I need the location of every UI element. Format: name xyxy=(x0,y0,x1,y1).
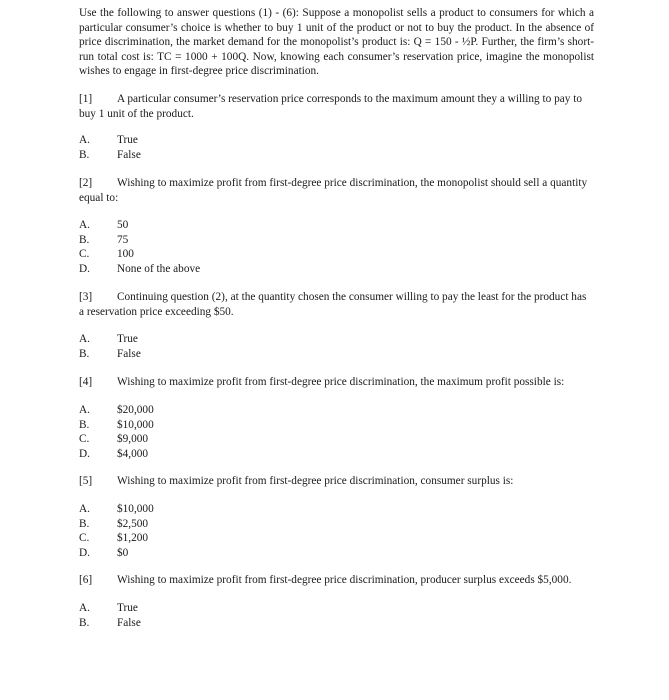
question-5 xyxy=(79,474,594,489)
question-5-options xyxy=(79,502,479,560)
option-text: None of the above xyxy=(117,262,201,275)
question-number: [3] xyxy=(79,291,93,303)
option-a xyxy=(79,218,479,233)
question-6 xyxy=(79,573,594,588)
option-d xyxy=(79,447,479,462)
question-text: Wishing to maximize profit from first-degree price discrimination, consumer surplus is: xyxy=(117,475,514,487)
option-text: $0 xyxy=(117,546,129,559)
option-a xyxy=(79,502,479,517)
question-text: Wishing to maximize profit from first-degree price discrimination, producer surplus exceeds $5,000. xyxy=(117,574,572,586)
question-number: [6] xyxy=(79,574,93,586)
intro-paragraph: Use the following to answer questions (1) - (6): Suppose a monopolist sells a product to consumers for which a particular consumer’s choice is whether to buy 1 unit of the product or not to buy the product. In the absence of price discrimination, the market demand for the monopolist’s product is: Q = 150 - ½P. Further, the firm’s short-run total cost is: TC = 1000 + 100Q. Now, knowing each consumer’s reservation price, imagine the monopolist wishes to engage in first-degree price discrimination. xyxy=(79,7,594,78)
question-text: Wishing to maximize profit from first-degree price discrimination, the monopolist should sell a quantity equal to: xyxy=(79,177,588,204)
option-letter: C. xyxy=(79,248,90,261)
question-3-options xyxy=(79,332,479,361)
question-2 xyxy=(79,176,594,205)
option-a xyxy=(79,332,479,347)
option-text: $1,200 xyxy=(117,532,149,545)
option-text: $20,000 xyxy=(117,404,154,416)
option-letter: A. xyxy=(79,134,90,146)
question-6-options xyxy=(79,601,479,630)
option-letter: D. xyxy=(79,262,90,275)
option-text: False xyxy=(117,616,141,629)
option-letter: B. xyxy=(79,418,90,431)
question-1 xyxy=(79,92,594,121)
option-text: 100 xyxy=(117,248,134,261)
option-letter: A. xyxy=(79,602,90,614)
question-4-options xyxy=(79,403,479,461)
question-text: Wishing to maximize profit from first-degree price discrimination, the maximum profit possible is: xyxy=(117,376,565,388)
option-c xyxy=(79,432,479,447)
option-b xyxy=(79,233,479,248)
option-letter: B. xyxy=(79,616,90,629)
question-4 xyxy=(79,375,594,390)
option-text: False xyxy=(117,347,141,360)
question-number: [5] xyxy=(79,475,93,487)
option-letter: C. xyxy=(79,532,90,545)
option-letter: D. xyxy=(79,546,90,559)
option-a xyxy=(79,601,479,616)
option-text: True xyxy=(117,134,138,146)
option-b xyxy=(79,148,479,163)
option-text: True xyxy=(117,333,138,345)
option-b xyxy=(79,418,479,433)
option-text: $9,000 xyxy=(117,433,149,446)
option-letter: A. xyxy=(79,333,90,345)
question-3 xyxy=(79,290,594,319)
option-b xyxy=(79,616,479,631)
option-letter: B. xyxy=(79,347,90,360)
option-letter: A. xyxy=(79,219,90,231)
option-letter: B. xyxy=(79,233,90,246)
option-text: $4,000 xyxy=(117,447,149,460)
option-letter: C. xyxy=(79,433,90,446)
question-number: [4] xyxy=(79,376,93,388)
question-text: Continuing question (2), at the quantity chosen the consumer willing to pay the least for the product has a reservation price exceeding $50. xyxy=(79,291,587,318)
option-text: False xyxy=(117,148,141,161)
option-d xyxy=(79,262,479,277)
option-letter: A. xyxy=(79,404,90,416)
option-letter: A. xyxy=(79,503,90,515)
option-b xyxy=(79,517,479,532)
option-c xyxy=(79,531,479,546)
option-text: $10,000 xyxy=(117,418,154,431)
option-d xyxy=(79,546,479,561)
option-text: 50 xyxy=(117,219,129,231)
question-number: [1] xyxy=(79,93,93,105)
option-a xyxy=(79,403,479,418)
option-text: 75 xyxy=(117,233,129,246)
option-letter: D. xyxy=(79,447,90,460)
question-1-options xyxy=(79,133,479,162)
question-text: A particular consumer’s reservation price corresponds to the maximum amount they a willing to pay to buy 1 unit of the product. xyxy=(79,93,583,120)
option-c xyxy=(79,247,479,262)
option-letter: B. xyxy=(79,148,90,161)
option-text: True xyxy=(117,602,138,614)
option-b xyxy=(79,347,479,362)
option-text: $2,500 xyxy=(117,517,149,530)
question-number: [2] xyxy=(79,177,93,189)
question-2-options xyxy=(79,218,479,276)
option-text: $10,000 xyxy=(117,503,154,515)
option-letter: B. xyxy=(79,517,90,530)
option-a xyxy=(79,133,479,148)
